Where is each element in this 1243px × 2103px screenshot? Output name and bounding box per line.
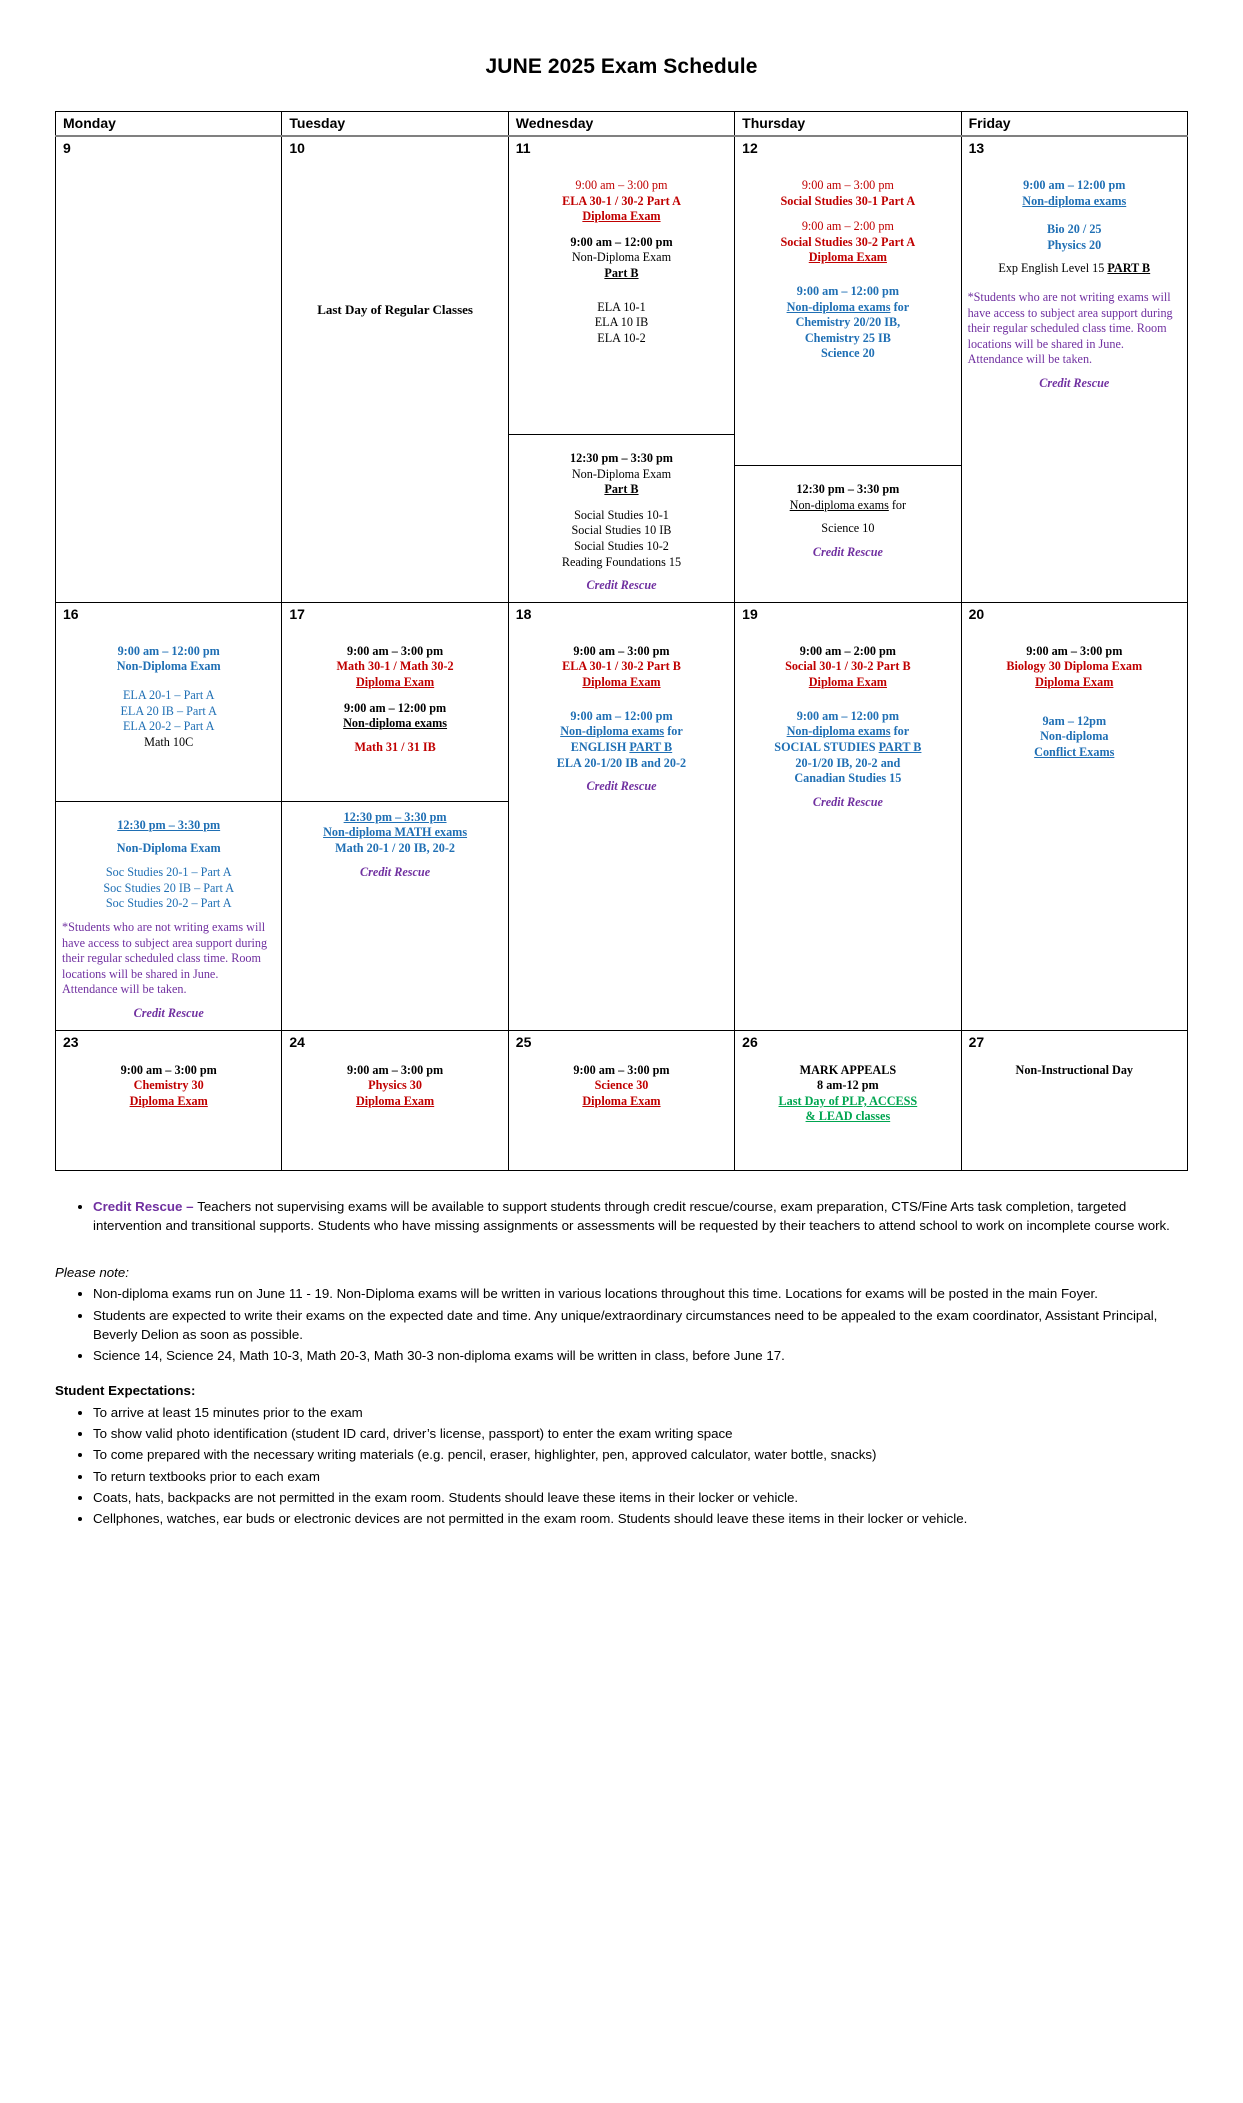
exam-name: ELA 30-1 / 30-2 Part A <box>562 193 681 208</box>
exam-time: 9:00 am – 12:00 pm <box>343 700 447 715</box>
please-note-list <box>55 1284 1188 1365</box>
day-cell-27 <box>961 1030 1187 1170</box>
exam-time: 9:00 am – 12:00 pm <box>1023 178 1126 192</box>
exam-name: Science 30 <box>594 1078 649 1093</box>
day-number-10: 10 <box>289 140 305 156</box>
day-number-19: 19 <box>742 605 758 622</box>
day-cell-12 <box>735 136 961 602</box>
exam-time: 9:00 am – 12:00 pm <box>796 284 899 299</box>
day-number-24: 24 <box>289 1033 305 1050</box>
day-cell-17 <box>282 602 508 1030</box>
list-item: • Coats, hats, backpacks are not permitted in the exam room. Students should leave these items in their locker or vehicle. <box>93 1488 1188 1507</box>
exam-type: Diploma Exam <box>582 675 661 690</box>
credit-rescue-label: Credit Rescue <box>586 779 657 794</box>
day-cell-20 <box>961 602 1187 1030</box>
day-16-morning-block <box>56 622 281 757</box>
exam-time: 12:30 pm – 3:30 pm <box>117 817 221 832</box>
day-27-block <box>962 1050 1187 1085</box>
course-item: Math 10C <box>144 734 194 749</box>
day-number-23: 23 <box>63 1033 79 1050</box>
credit-rescue-label: Credit Rescue <box>360 864 431 879</box>
exam-name: Non-Diploma Exam <box>571 250 672 265</box>
exam-time: 9:00 am – 12:00 pm <box>570 234 673 249</box>
exp-english-course: Exp English Level 15 PART B <box>998 261 1151 276</box>
calendar-week-row-1 <box>56 136 1188 602</box>
course-item: Canadian Studies 15 <box>794 771 902 786</box>
course-item: ELA 20-2 – Part A <box>122 719 215 734</box>
exam-name: ELA 30-1 / 30-2 Part B <box>562 659 681 674</box>
exam-time: 9:00 am – 2:00 pm <box>799 643 896 658</box>
day-number-12: 12 <box>742 140 758 156</box>
course-item: Physics 20 <box>1047 237 1102 252</box>
subject-label: ENGLISH PART B <box>570 739 673 754</box>
column-header-tuesday: Tuesday <box>282 112 508 137</box>
day-25-block <box>509 1050 734 1116</box>
exam-time: 9:00 am – 3:00 pm <box>573 1062 670 1077</box>
exam-time: 12:30 pm – 3:30 pm <box>343 809 447 824</box>
list-item: • Science 14, Science 24, Math 10-3, Math 20-3, Math 30-3 non-diploma exams will be written in class, before June 17. <box>93 1346 1188 1365</box>
credit-rescue-definition <box>93 1197 1188 1236</box>
day-cell-10 <box>282 136 508 602</box>
day-12-afternoon-block <box>735 465 960 568</box>
exam-type: Diploma Exam <box>582 209 661 224</box>
exam-name: Math 30-1 / Math 30-2 <box>336 659 454 674</box>
day-16-afternoon-block <box>56 801 281 1030</box>
credit-rescue-definition-list <box>55 1197 1188 1236</box>
day-19-block <box>735 622 960 816</box>
exam-time: 9:00 am – 3:00 pm <box>575 178 668 192</box>
calendar-week-row-3 <box>56 1030 1188 1170</box>
nondiploma-label: Non-diploma exams for <box>786 724 910 739</box>
conflict-exams-label: Conflict Exams <box>1034 744 1115 759</box>
exam-type: Diploma Exam <box>808 675 887 690</box>
credit-rescue-label: Credit Rescue <box>812 544 883 559</box>
list-item: • Students are expected to write their exams on the expected date and time. Any unique/extraordinary circumstances need to be appealed to the exam coordinator, Assistant Principal, Beverly Delion as soon as possible. <box>93 1306 1188 1345</box>
column-header-monday: Monday <box>56 112 282 137</box>
day-cell-9 <box>56 136 282 602</box>
exam-type: Diploma Exam <box>355 1093 435 1108</box>
exam-part: Part B <box>604 482 639 497</box>
list-item: • To return textbooks prior to each exam <box>93 1467 1188 1486</box>
day-cell-18 <box>508 602 734 1030</box>
day-number-20: 20 <box>968 605 985 622</box>
non-instructional-day-label: Non-Instructional Day <box>1015 1062 1134 1077</box>
course-item: Soc Studies 20-1 – Part A <box>105 865 232 880</box>
please-note-heading: Please note: <box>55 1265 129 1281</box>
course-item: Science 20 <box>820 346 875 361</box>
exam-schedule-calendar <box>55 111 1188 1171</box>
day-20-block <box>962 622 1187 767</box>
course-item: ELA 10 IB <box>594 315 649 330</box>
exam-time: 9:00 am – 3:00 pm <box>347 1062 444 1077</box>
list-item: • Cellphones, watches, ear buds or electronic devices are not permitted in the exam room. Students should leave these items in their locker or vehicle. <box>93 1509 1188 1528</box>
day-26-block <box>735 1050 960 1131</box>
credit-rescue-label: Credit Rescue <box>133 1005 204 1020</box>
course-item: Math 31 / 31 IB <box>354 739 436 754</box>
nondiploma-label: Non-diploma exams <box>1022 193 1127 208</box>
course-item: Reading Foundations 15 <box>561 554 682 569</box>
course-item: Soc Studies 20-2 – Part A <box>105 896 232 911</box>
column-header-wednesday: Wednesday <box>508 112 734 137</box>
course-item: Chemistry 20/20 IB, <box>795 315 901 330</box>
day-number-17: 17 <box>289 605 305 622</box>
course-item: Social Studies 10 IB <box>571 523 672 538</box>
exam-time: 12:30 pm – 3:30 pm <box>570 451 673 465</box>
nondiploma-label: Non-diploma MATH exams <box>323 825 468 840</box>
exam-type: Diploma Exam <box>355 675 435 690</box>
exam-type: Diploma Exam <box>582 1093 661 1108</box>
exam-name: Physics 30 <box>368 1078 422 1093</box>
support-note: *Students who are not writing exams will have access to subject area support during their regular scheduled class time. Room locations will be shared in June. Attendance will be taken. <box>967 290 1173 367</box>
day-number-9: 9 <box>63 140 71 156</box>
day-17-morning-block <box>282 622 507 762</box>
last-day-classes-line: & LEAD classes <box>805 1109 891 1124</box>
exam-time: 9:00 am – 3:00 pm <box>573 643 670 658</box>
exam-time: 9:00 am – 3:00 pm <box>347 643 444 658</box>
day-cell-26 <box>735 1030 961 1170</box>
day-number-11: 11 <box>515 140 531 156</box>
course-item: Bio 20 / 25 <box>1047 222 1102 237</box>
student-expectations-list <box>55 1403 1188 1529</box>
course-item: Social Studies 10-2 <box>574 539 669 554</box>
exam-type: Diploma Exam <box>129 1093 208 1108</box>
subject-label: SOCIAL STUDIES PART B <box>774 739 922 754</box>
mark-appeals-time: 8 am-12 pm <box>817 1078 879 1093</box>
credit-rescue-label: Credit Rescue <box>586 578 657 593</box>
page-title: JUNE 2025 Exam Schedule <box>485 55 758 78</box>
column-header-friday: Friday <box>961 112 1187 137</box>
credit-rescue-label: Credit Rescue <box>812 794 883 809</box>
exam-name: Social 30-1 / 30-2 Part B <box>785 659 911 674</box>
support-note: *Students who are not writing exams will have access to subject area support during their regular scheduled class time. Room locations will be shared in June. Attendance will be taken. <box>62 919 268 997</box>
exam-type: Diploma Exam <box>1035 675 1114 690</box>
list-item: • To come prepared with the necessary writing materials (e.g. pencil, eraser, highlighter, pen, approved calculator, water bottle, snacks) <box>93 1445 1188 1464</box>
list-item: • Non-diploma exams run on June 11 - 19. Non-Diploma exams will be written in various locations throughout this time. Locations for exams will be posted in the main Foyer. <box>93 1284 1188 1303</box>
day-cell-25 <box>508 1030 734 1170</box>
day-number-25: 25 <box>515 1033 532 1050</box>
exam-name: Chemistry 30 <box>133 1078 204 1093</box>
day-cell-19 <box>735 602 961 1030</box>
last-day-regular-classes-note: Last Day of Regular Classes <box>317 302 473 317</box>
credit-rescue-term: Credit Rescue – <box>93 1198 198 1214</box>
list-item: • To show valid photo identification (student ID card, driver’s license, passport) to enter the exam writing space <box>93 1424 1188 1443</box>
day-cell-13 <box>961 136 1187 602</box>
column-header-thursday: Thursday <box>735 112 961 137</box>
day-12-morning-block <box>735 156 960 368</box>
day-18-block <box>509 622 734 801</box>
exam-name: Non-Diploma Exam <box>116 659 221 674</box>
exam-name: Social Studies 30-1 Part A <box>780 193 916 208</box>
day-17-afternoon-block <box>282 801 507 888</box>
exam-time: 9:00 am – 2:00 pm <box>801 219 894 234</box>
exam-time: 9:00 am – 12:00 pm <box>570 708 673 723</box>
day-cell-23 <box>56 1030 282 1170</box>
day-cell-24 <box>282 1030 508 1170</box>
day-24-block <box>282 1050 507 1116</box>
course-item: 20-1/20 IB, 20-2 and <box>795 755 901 770</box>
exam-name: Social Studies 30-2 Part A <box>780 234 916 249</box>
day-number-13: 13 <box>968 140 985 156</box>
exam-time: 9:00 am – 3:00 pm <box>801 178 894 192</box>
exam-part: Part B <box>604 266 639 281</box>
day-number-16: 16 <box>63 605 79 622</box>
nondiploma-label: Non-diploma exams for <box>786 299 910 314</box>
calendar-week-row-2 <box>56 602 1188 1030</box>
exam-time: 9:00 am – 12:00 pm <box>117 643 220 658</box>
exam-time: 9:00 am – 3:00 pm <box>120 1062 217 1077</box>
credit-rescue-label: Credit Rescue <box>1039 376 1110 391</box>
calendar-header-row <box>56 112 1188 137</box>
exam-type: Diploma Exam <box>808 250 887 265</box>
list-item: • To arrive at least 15 minutes prior to the exam <box>93 1403 1188 1422</box>
nondiploma-label: Non-diploma <box>1040 729 1109 744</box>
course-item: Soc Studies 20 IB – Part A <box>103 880 235 895</box>
course-item: ELA 20-1/20 IB and 20-2 <box>556 755 687 770</box>
day-cell-11 <box>508 136 734 602</box>
nondiploma-label: Non-diploma exams <box>343 716 448 731</box>
course-item: ELA 10-1 <box>597 299 646 314</box>
document-page <box>0 55 1243 1528</box>
course-item: Chemistry 25 IB <box>804 330 891 345</box>
day-number-27: 27 <box>968 1033 985 1050</box>
exam-time: 9am – 12pm <box>1042 713 1107 728</box>
course-item: Math 20-1 / 20 IB, 20-2 <box>335 841 455 856</box>
credit-rescue-description: Teachers not supervising exams will be available to support students through credit rescue/course, exam preparation, CTS/Fine Arts task completion, targeted intervention and transitional supports. Students who have missing assignments or assessments will be requested by their teachers to attend school to work on incomplete course work. <box>93 1198 1170 1233</box>
day-number-18: 18 <box>515 605 532 622</box>
course-item: Social Studies 10-1 <box>574 507 669 522</box>
day-11-morning-block <box>509 156 734 352</box>
exam-time: 12:30 pm – 3:30 pm <box>796 482 900 496</box>
exam-name: Non-Diploma Exam <box>116 841 221 856</box>
nondiploma-label: Non-diploma exams for <box>789 497 907 512</box>
exam-name: Biology 30 Diploma Exam <box>1006 659 1143 674</box>
day-23-block <box>56 1050 281 1116</box>
student-expectations-heading: Student Expectations: <box>55 1383 196 1399</box>
course-item: ELA 20 IB – Part A <box>120 703 217 718</box>
course-item: Science 10 <box>821 521 875 536</box>
exam-name: Non-Diploma Exam <box>571 466 672 481</box>
mark-appeals-title: MARK APPEALS <box>799 1062 897 1077</box>
course-item: ELA 10-2 <box>597 330 646 345</box>
footer-notes <box>55 1171 1188 1529</box>
day-11-afternoon-block <box>509 434 734 602</box>
course-item: ELA 20-1 – Part A <box>122 688 215 703</box>
nondiploma-label: Non-diploma exams for <box>560 724 683 739</box>
exam-time: 9:00 am – 3:00 pm <box>1026 643 1123 658</box>
day-number-26: 26 <box>742 1033 758 1050</box>
last-day-classes-line: Last Day of PLP, ACCESS <box>778 1093 918 1108</box>
day-13-block <box>962 156 1187 398</box>
exam-time: 9:00 am – 12:00 pm <box>796 708 899 723</box>
day-cell-16 <box>56 602 282 1030</box>
